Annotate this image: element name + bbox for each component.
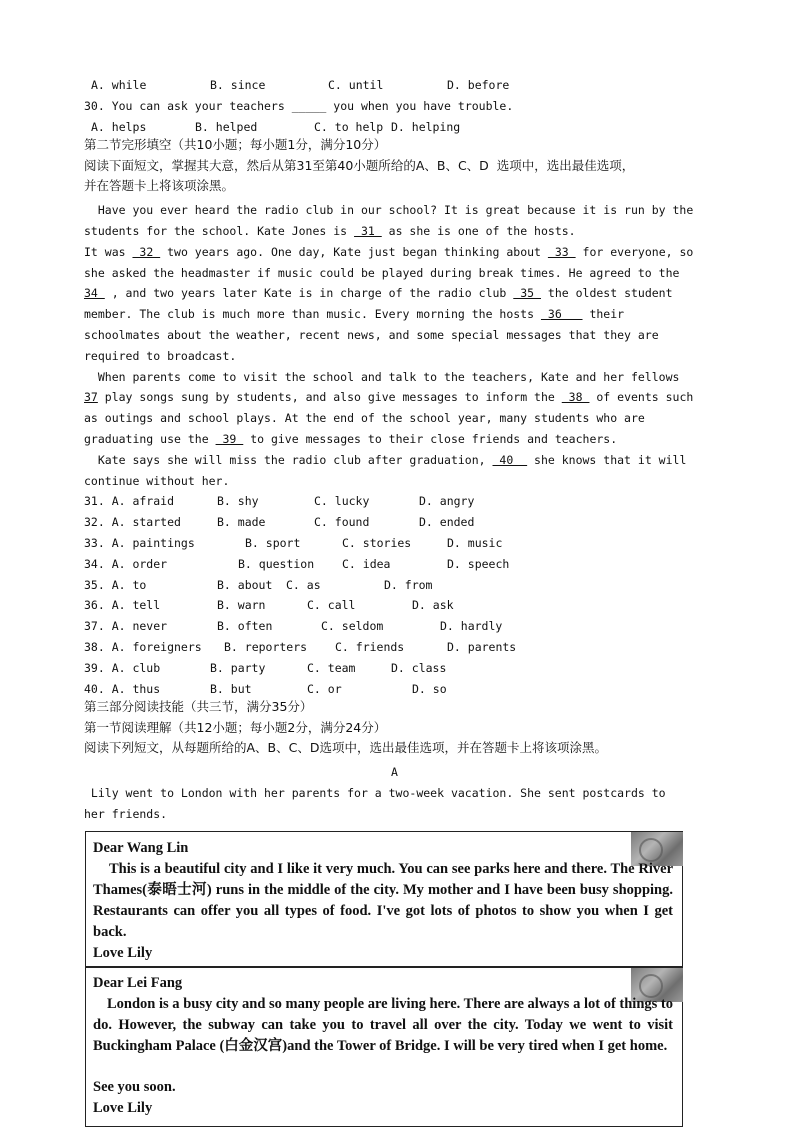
option-33-b: B. sport: [245, 536, 301, 550]
option-31-c: C. lucky: [314, 494, 370, 508]
option-31-a: 31. A. afraid: [84, 494, 175, 508]
blank-39: 39: [215, 432, 244, 446]
option-32-c: C. found: [314, 515, 370, 529]
letter-greeting: Dear Wang Lin: [93, 840, 189, 856]
letter-see-you: See you soon.: [93, 1079, 176, 1095]
q30-option-c: C. to help: [314, 120, 384, 134]
cloze-line: 37 play songs sung by students, and also give messages to inform the 38 of events such: [84, 390, 694, 404]
option-35-d: D. from: [384, 578, 433, 592]
option-36-c: C. call: [307, 598, 356, 612]
letter-body: London is a busy city and so many people are living here. There are always a lot of things to do. However, the subway can take you to travel all over the city. Today we went to visit Buckingham Palace (白金汉宫)and the Tower of Bridge. I will be very tired when I get home.: [93, 996, 673, 1054]
blank-34: 34: [84, 286, 105, 300]
option-34-d: D. speech: [447, 557, 510, 571]
q29-option-c: C. until: [328, 78, 384, 92]
option-32-d: D. ended: [419, 515, 475, 529]
cloze-line: required to broadcast.: [84, 349, 237, 363]
option-37-a: 37. A. never: [84, 619, 168, 633]
letter-closing: Love Lily: [93, 945, 153, 961]
option-34-a: 34. A. order: [84, 557, 168, 571]
option-33-a: 33. A. paintings: [84, 536, 195, 550]
option-32-a: 32. A. started: [84, 515, 181, 529]
passage-label: A: [391, 765, 398, 779]
option-37-b: B. often: [217, 619, 273, 633]
part3-heading: 第三部分阅读技能（共三节，满分35分）: [84, 699, 313, 714]
option-38-d: D. parents: [447, 640, 517, 654]
option-40-c: C. or: [307, 682, 342, 696]
option-39-d: D. class: [391, 661, 447, 675]
section2-instruction-1: 阅读下面短文，掌握其大意，然后从第31至第40小题所给的A、B、C、D 选项中，选出最佳选项，: [84, 158, 635, 173]
letter-closing: Love Lily: [93, 1100, 153, 1116]
q30-stem: 30. You can ask your teachers _____ you when you have trouble.: [84, 99, 514, 113]
option-36-a: 36. A. tell: [84, 598, 161, 612]
option-31-d: D. angry: [419, 494, 475, 508]
blank-31: 31: [354, 224, 382, 238]
option-34-c: C. idea: [342, 557, 391, 571]
option-33-d: D. music: [447, 536, 503, 550]
cloze-line: as outings and school plays. At the end of the school year, many students who are: [84, 411, 645, 425]
cloze-line: students for the school. Kate Jones is 31 as she is one of the hosts.: [84, 224, 576, 238]
section2-instruction-2: 并在答题卡上将该项涂黑。: [84, 178, 235, 193]
q30-blank: _____: [291, 99, 327, 113]
option-39-c: C. team: [307, 661, 356, 675]
letter-greeting: Dear Lei Fang: [93, 975, 183, 991]
q29-option-a: A. while: [91, 78, 147, 92]
blank-40: 40: [492, 453, 528, 467]
q30-option-a: A. helps: [91, 120, 147, 134]
cloze-line: 34 , and two years later Kate is in charge of the radio club 35 the oldest student: [84, 286, 673, 300]
blank-32: 32: [132, 245, 161, 259]
option-39-b: B. party: [210, 661, 266, 675]
option-40-a: 40. A. thus: [84, 682, 161, 696]
option-36-d: D. ask: [412, 598, 454, 612]
blank-35: 35: [513, 286, 541, 300]
part3-instruction: 阅读下列短文，从每题所给的A、B、C、D选项中，选出最佳选项，并在答题卡上将该项涂黑。: [84, 740, 607, 755]
q29-option-d: D. before: [447, 78, 510, 92]
cloze-line: Kate says she will miss the radio club after graduation, 40 she knows that it will: [84, 453, 687, 467]
q29-option-b: B. since: [210, 78, 266, 92]
q30-option-b: B. helped: [195, 120, 258, 134]
option-36-b: B. warn: [217, 598, 266, 612]
option-35-b: B. about: [217, 578, 273, 592]
blank-37: 37: [84, 390, 98, 404]
cloze-line: Have you ever heard the radio club in our school? It is great because it is run by the: [84, 203, 694, 217]
cloze-line: When parents come to visit the school and talk to the teachers, Kate and her fellows: [84, 370, 680, 384]
option-33-c: C. stories: [342, 536, 412, 550]
passage-intro-line: Lily went to London with her parents for a two-week vacation. She sent postcards to: [84, 786, 666, 800]
cloze-line: It was 32 two years ago. One day, Kate just began thinking about 33 for everyone, so: [84, 245, 694, 259]
option-34-b: B. question: [238, 557, 315, 571]
blank-36: 36: [540, 307, 583, 321]
option-38-c: C. friends: [335, 640, 405, 654]
q30-option-d: D. helping: [391, 120, 461, 134]
cloze-line: graduating use the 39 to give messages to their close friends and teachers.: [84, 432, 618, 446]
passage-intro-line: her friends.: [84, 807, 168, 821]
blank-38: 38: [561, 390, 590, 404]
part3-sub-heading: 第一节阅读理解（共12小题；每小题2分，满分24分）: [84, 720, 387, 735]
cloze-line: schoolmates about the weather, recent news, and some special messages that they are: [84, 328, 659, 342]
blank-33: 33: [547, 245, 576, 259]
cloze-line: member. The club is much more than music. Every morning the hosts 36 their: [84, 307, 625, 321]
section2-heading: 第二节完形填空（共10小题；每小题1分，满分10分）: [84, 137, 387, 152]
option-38-b: B. reporters: [224, 640, 308, 654]
option-35-a: 35. A. to: [84, 578, 147, 592]
option-40-d: D. so: [412, 682, 447, 696]
option-40-b: B. but: [210, 682, 252, 696]
cloze-line: continue without her.: [84, 474, 230, 488]
cloze-line: she asked the headmaster if music could be played during break times. He agreed to the: [84, 266, 680, 280]
option-38-a: 38. A. foreigners: [84, 640, 202, 654]
option-35-c: C. as: [286, 578, 321, 592]
option-37-c: C. seldom: [321, 619, 384, 633]
option-31-b: B. shy: [217, 494, 259, 508]
option-37-d: D. hardly: [440, 619, 503, 633]
option-32-b: B. made: [217, 515, 266, 529]
option-39-a: 39. A. club: [84, 661, 161, 675]
letter-body: This is a beautiful city and I like it very much. You can see parks here and there. The River Thames(泰晤士河) runs in the middle of the city. My mother and I have been busy shopping. Restaurants can offer you all types of food. I've got lots of photos to show you when I get back.: [93, 861, 673, 940]
